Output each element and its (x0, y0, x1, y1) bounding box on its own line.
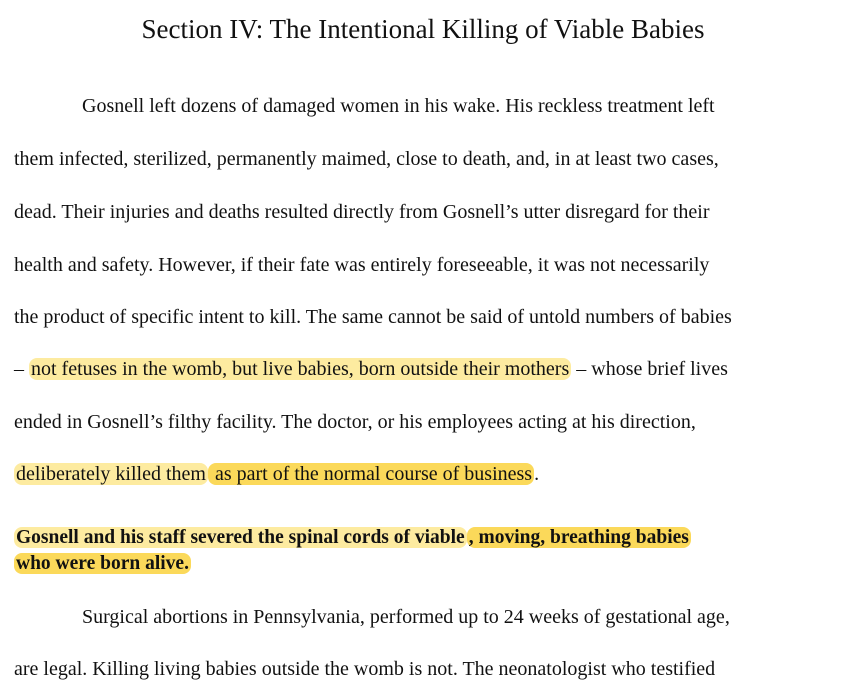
highlighted-text-strong: who were born alive. (16, 553, 189, 574)
highlighted-text: Gosnell and his staff severed the spinal cords of viable (16, 527, 465, 548)
paragraph-1-line-4: health and safety. However, if their fate was entirely foreseeable, it was not necessarily (14, 254, 710, 276)
dash-text: – (14, 358, 29, 380)
bold-statement-line-2 (14, 551, 191, 577)
paragraph-2-line-1: Surgical abortions in Pennsylvania, performed up to 24 weeks of gestational age, (82, 606, 730, 628)
bold-statement-line-1 (14, 525, 691, 551)
paragraph-1-line-2: them infected, sterilized, permanently maimed, close to death, and, in at least two cases, (14, 148, 719, 170)
line-text: – whose brief lives (571, 358, 728, 380)
highlighted-text: deliberately killed them (16, 463, 206, 485)
paragraph-1-line-1: Gosnell left dozens of damaged women in his wake. His reckless treatment left (82, 95, 715, 117)
paragraph-1-line-7: ended in Gosnell’s filthy facility. The doctor, or his employees acting at his direction, (14, 411, 696, 433)
section-title: Section IV: The Intentional Killing of Viable Babies (141, 14, 705, 44)
paragraph-2-line-2: are legal. Killing living babies outside the womb is not. The neonatologist who testified (14, 658, 716, 680)
paragraph-1-line-6 (14, 356, 728, 382)
line-text: . (534, 463, 540, 485)
paragraph-1-line-5: the product of specific intent to kill. The same cannot be said of untold numbers of babies (14, 306, 732, 328)
paragraph-1-line-8 (14, 461, 539, 487)
highlighted-text-strong: , moving, breathing babies (468, 527, 689, 548)
highlighted-text-strong: as part of the normal course of business (209, 463, 533, 485)
paragraph-1-line-3: dead. Their injuries and deaths resulted directly from Gosnell’s utter disregard for their (14, 201, 710, 223)
highlighted-text: not fetuses in the womb, but live babies, born outside their mothers (31, 358, 570, 380)
